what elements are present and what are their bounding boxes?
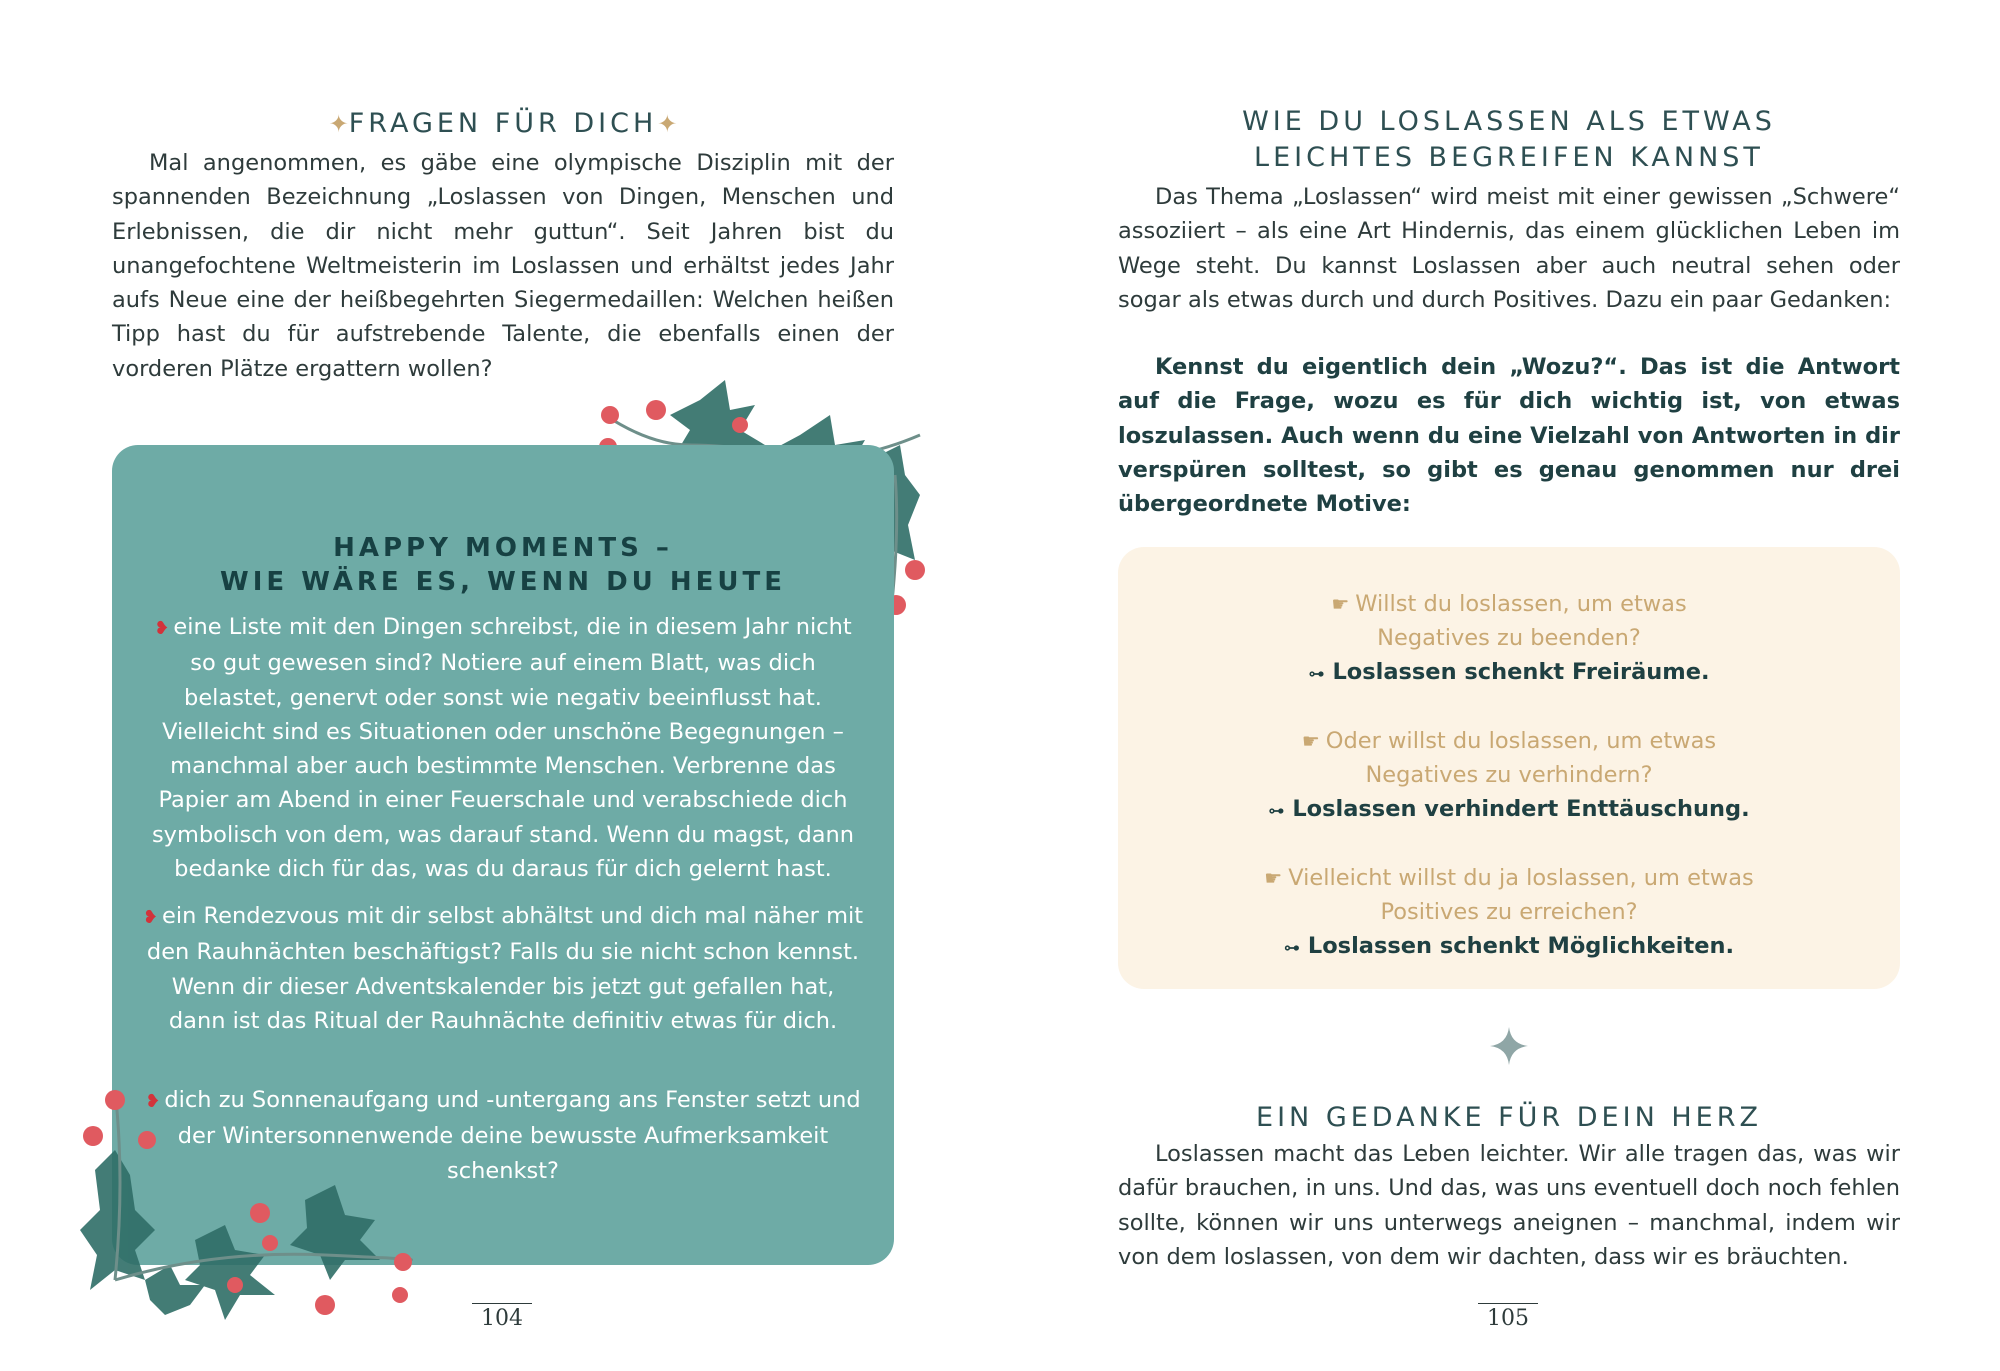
right-page <box>1000 0 2000 1371</box>
heart-bullet-icon: ❥ <box>145 1091 161 1112</box>
key-icon: ⊶ <box>1268 801 1285 820</box>
questions-paragraph: Mal angenommen, es gäbe eine olympische Disziplin mit der spannenden Bezeichnung „Loslassen von Dingen, Menschen und Erlebnissen, die dir nicht mehr guttun“. Seit Jahren bist du unangefochtene Weltmeisterin im Loslassen und erhältst jedes Jahr aufs Neue eine der heißbegehrten Siegermedaillen: Welchen heißen Tipp hast du für aufstrebende Talente, die ebenfalls einen der vorderen Plätze ergattern wollen? <box>112 150 894 382</box>
loslassen-heading <box>1118 104 1900 176</box>
heart-bullet-icon: ❥ <box>154 618 170 639</box>
thought-heading: EIN GEDANKE FÜR DEIN HERZ <box>1256 1102 1762 1133</box>
motive-question: ☛ Willst du loslassen, um etwas <box>1331 591 1687 617</box>
star-ornament-icon: ✦ <box>328 110 349 138</box>
intro-paragraph: Das Thema „Loslassen“ wird meist mit einer gewissen „Schwere“ assoziiert – als eine Art Hindernis, das einem glücklichen Leben im Wege steht. Du kannst Loslassen aber auch neutral sehen oder sogar als etwas durch und durch Positives. Dazu ein paar Gedanken: <box>1118 184 1900 313</box>
motive-question: ☛ Vielleicht willst du ja loslassen, um etwas <box>1264 865 1754 891</box>
motive-question: ☛ Oder willst du loslassen, um etwas <box>1301 728 1717 754</box>
key-icon: ⊶ <box>1308 664 1325 683</box>
pointing-hand-icon: ☛ <box>1264 866 1283 890</box>
happy-item-1 <box>142 610 864 886</box>
page-number-left: 104 <box>472 1303 532 1331</box>
motive-answer: ⊶ Loslassen schenkt Freiräume. <box>1308 659 1710 685</box>
motive-answer: ⊶ Loslassen schenkt Möglichkeiten. <box>1283 933 1735 959</box>
happy-moments-title <box>112 531 894 599</box>
holly-decoration-icon <box>75 1080 415 1330</box>
happy-item-2 <box>142 899 864 1038</box>
wozu-paragraph: Kennst du eigentlich dein „Wozu?“. Das ist die Antwort auf die Frage, wozu es für dich wichtig ist, von etwas loszulassen. Auch wenn du eine Vielzahl von Antworten in dir verspüren solltest, so gibt es genau genommen nur drei übergeordnete Motive: <box>1118 354 1900 518</box>
motive-answer: ⊶ Loslassen verhindert Enttäuschung. <box>1268 796 1750 822</box>
divider-star-icon <box>1488 1025 1530 1067</box>
questions-heading <box>112 106 894 142</box>
happy-item-text: eine Liste mit den Dingen schreibst, die in diesem Jahr nicht so gut gewesen sind? Notiere auf einem Blatt, was dich belastet, genervt oder sonst wie negativ beeinflusst hat. Vielleicht sind es Situationen oder unschöne Begegnungen – manchmal aber auch bestimmte Menschen. Verbrenne das Papier am Abend in einer Feuerschale und verabschiede dich symbolisch von dem, was darauf stand. Wenn du magst, dann bedanke dich für das, was du daraus für dich gelernt hast. <box>151 614 855 883</box>
loslassen-heading-line2: LEICHTES BEGREIFEN KANNST <box>1254 142 1764 173</box>
happy-item-text: dich zu Sonnenaufgang und -untergang ans Fenster setzt und der Wintersonnenwende deine bewusste Aufmerksamkeit schenkst? <box>164 1087 861 1184</box>
page-number-right: 105 <box>1478 1303 1538 1331</box>
pointing-hand-icon: ☛ <box>1301 729 1320 753</box>
questions-heading-text: FRAGEN FÜR DICH <box>348 108 658 139</box>
motive-question-cont: Negatives zu beenden? <box>1377 625 1641 651</box>
happy-item-text: ein Rendezvous mit dir selbst abhältst und dich mal näher mit den Rauhnächten beschäftigst? Falls du sie nicht schon kennst. Wenn dir dieser Adventskalender bis jetzt gut gefallen hat, dann ist das Ritual der Rauhnächte definitiv etwas für dich. <box>146 903 864 1034</box>
thought-paragraph: Loslassen macht das Leben leichter. Wir alle tragen das, was wir dafür brauchen, in uns. Und das, was uns eventuell doch noch fehlen sollte, können wir uns unterwegs aneignen – manchmal, indem wir von dem loslassen, von dem wir dachten, dass wir es bräuchten. <box>1118 1141 1900 1270</box>
motives-box <box>1118 547 1900 989</box>
heart-bullet-icon: ❥ <box>142 907 158 928</box>
happy-title-line2: WIE WÄRE ES, WENN DU HEUTE <box>220 567 786 597</box>
star-ornament-icon: ✦ <box>657 110 678 138</box>
key-icon: ⊶ <box>1283 938 1300 957</box>
motive-question-cont: Negatives zu verhindern? <box>1365 762 1653 788</box>
pointing-hand-icon: ☛ <box>1331 592 1350 616</box>
loslassen-heading-line1: WIE DU LOSLASSEN ALS ETWAS <box>1242 106 1776 137</box>
motive-question-cont: Positives zu erreichen? <box>1380 899 1638 925</box>
happy-title-line1: HAPPY MOMENTS – <box>333 533 673 563</box>
